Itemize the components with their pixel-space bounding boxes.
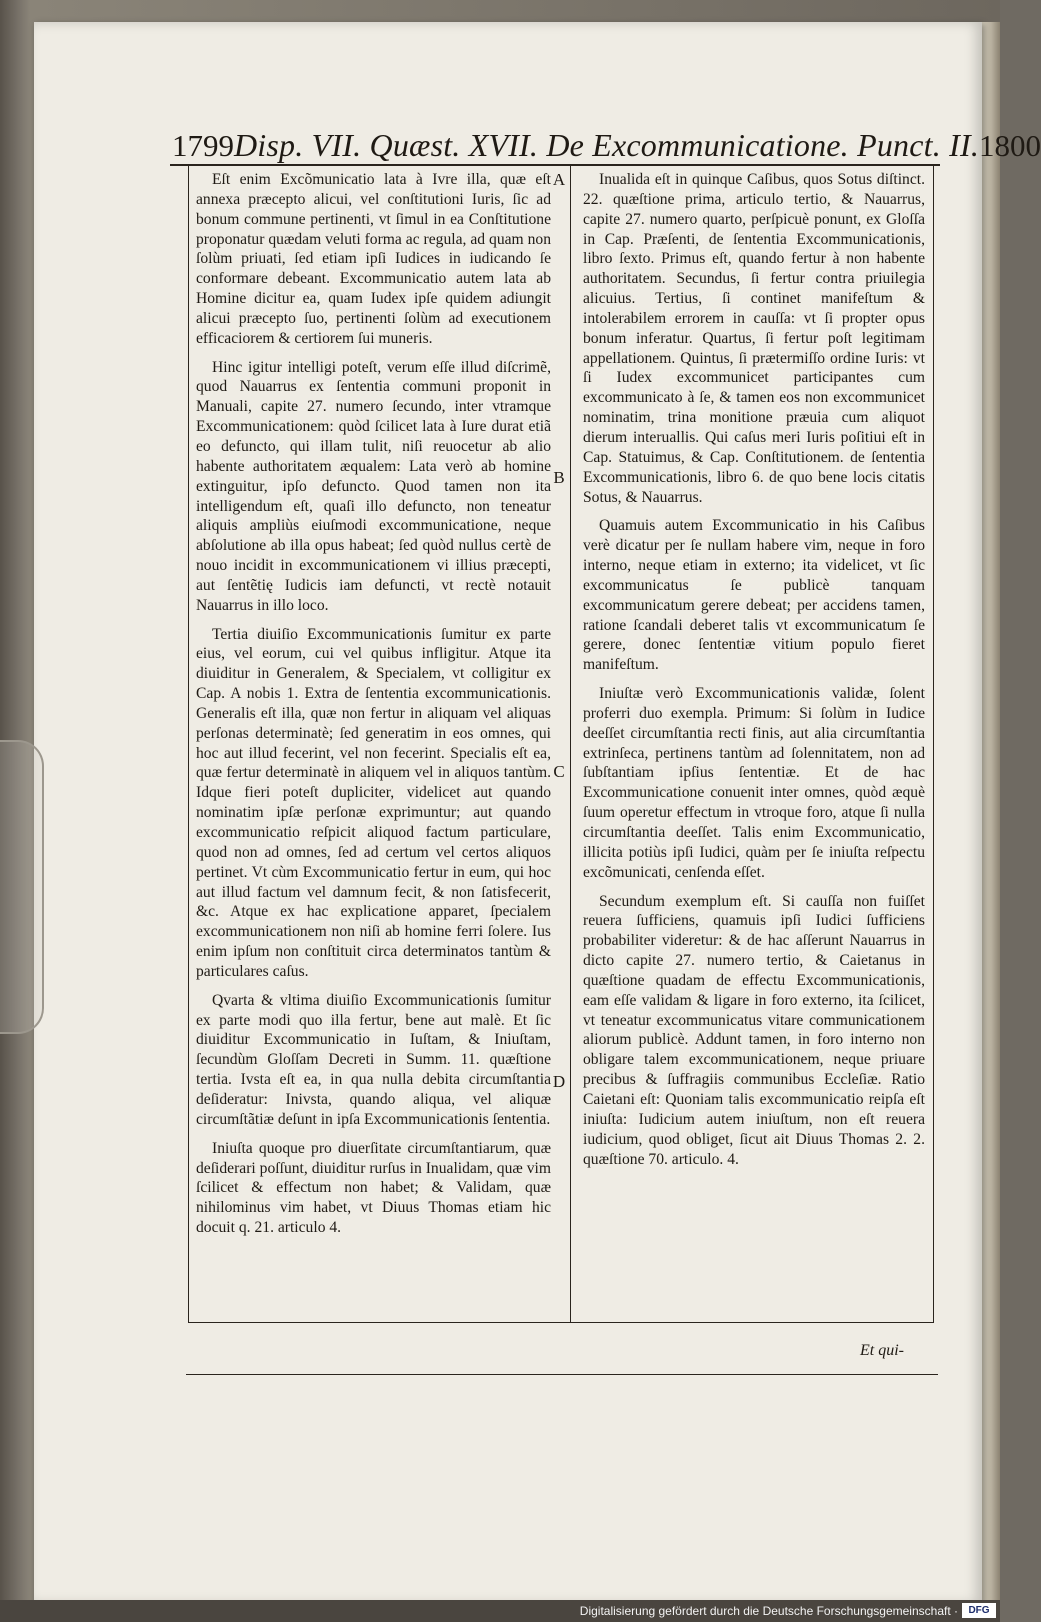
margin-letter-a: A [552,170,566,189]
left-column [196,170,551,1247]
footer-rule [186,1374,938,1375]
right-page-number: 1800 [979,128,1041,163]
margin-letter-b: B [553,468,565,487]
bottom-rule [188,1322,934,1323]
banner-text: Digitalisierung gefördert durch die Deutsche Forschungsgemeinschaft · [579,1604,958,1618]
paragraph: Secundum exemplum eſt. Si cauſſa non fuiſſet reuera ſufficiens, quamuis ipſi Iudici ſufficiens probabiliter videretur: & de hac aſſerunt Nauarrus in dicto capite 27. numero tertio, & Caietanus in quæſtione quadam de effectu Excommunicationis, eam eſſe validam & ligare in foro externo, ita ſcilicet, vt teneatur excommunicatus vitare communicationem aliorum publicè. Addunt tamen, in foro interno non obligare talem excommunicationem, neque priuare precibus & ſuffragiis communibus Eccleſiæ. Ratio Caietani eſt: Quoniam talis excommunicatio reipſa eſt iniuſta: Iudicium autem iniuſtum, non eſt reuera iudicium, quod obliget, ſicut ait Diuus Thomas 2. 2. quæſtione 70. articulo. 4. [583,892,925,1168]
paragraph: Hinc igitur intelligi poteſt, verum eſſe illud diſcrimẽ, quod Nauarrus ex ſententia communi proponit in Manuali, capite 27. numero ſecundo, inter vtramque Excommunicationem: quòd ſcilicet lata à Iure durat etiã eo defuncto, qui illam tulit, niſi reuocetur ab alio habente authoritatem æqualem: Lata verò ab homine extinguitur, ipſo defuncto. Quod tamen non ita intelligendum eſt, quaſi illo defuncto, non teneatur aliquis ampliùs eiuſmodi excommunicatione, neque abſolutione ab illa opus habeat; ſed quòd nullus certè de nouo incidit in excommunicationem vi illius præcepti, aut ſentẽtię Iudicis iam defuncti, vt rectè notauit Nauarrus in illo loco. [196,358,551,614]
catchword: Et qui- [860,1342,904,1359]
paragraph: Quamuis autem Excommunicatio in his Caſibus verè dicatur per ſe nullam habere vim, neque in foro interno, neque etiam in externo; ita videlicet, vt ſic excommunicatus ſe publicè tanquam excommunicatum gerere debeat; per accidens tamen, ratione ſcandali deberet talis vt excommunicatum ſe gerere, donec ſententiæ vitium populo fieret manifeſtum. [583,517,925,674]
header-rule [170,164,940,166]
running-title: Disp. VII. Quæst. XVII. De Excommunicatione. Punct. II. [234,127,980,163]
digitization-banner [0,1600,1000,1622]
margin-letter-d: D [552,1072,566,1091]
running-header [172,116,1041,164]
paragraph: Tertia diuiſio Excommunicationis ſumitur ex parte eius, vel eorum, cui vel quibus infligitur. Atque ita diuiditur in Generalem, & Specialem, vt colligitur ex Cap. A nobis 1. Extra de ſententia excommunicationis. Generalis eſt illa, quæ non fertur in aliquam vel aliquas perſonas determinatè; ſed generatim in eos omnes, qui hoc aut illud fecerint, vel non fecerint. Specialis eſt ea, quæ fertur determinatè in aliquem vel in aliquos tantùm. Idque fieri poteſt dupliciter, videlicet aut quando nominatim ipſæ perſonæ exprimuntur; aut quando excommunicatio reſpicit aliquod factum particulare, quod non ad omnes, ſed ad certum vel certos aliquos pertinet. Vt cùm Excommunicatio fertur in eum, qui hoc aut illud factum vel damnum fecit, & non ſatisfecerit, &c. Atque ex hac explicatione apparet, ſpecialem excommunicationem non niſi ab homine ferri ſolere. Ius enim ipſum non conſtituit circa determinatos tantùm & particulares caſus. [196,625,551,980]
dfg-logo: DFG [962,1603,996,1618]
paragraph: Inualida eſt in quinque Caſibus, quos Sotus diſtinct. 22. quæſtione prima, articulo tertio, & Nauarrus, capite 27. numero quarto, perſpicuè ponunt, ex Gloſſa in Cap. Præſenti, de ſententia Excommunicationis, libro ſexto. Primus eſt, quando fertur à non habente authoritatem. Secundus, ſi fertur contra priuilegia alicuius. Tertius, ſi continet manifeſtum & intolerabilem errorem in cauſſa: vt ſi propter opus bonum inferatur. Quartus, ſi fertur poſt legitimam appellationem. Quintus, ſi prætermiſſo ordine Iuris: vt ſi Iudex excommunicet participantes cum excommunicato à ſe, & tamen eos non excommunicet nominatim, trina monitione præuia cum aliquot dierum interuallis. Qui caſus meri Iuris poſitiui eſt in Cap. Statuimus, & Cap. Conſtitutionem. de ſententia Excommunicationis, libro 6. de quo bene locis citatis Sotus, & Nauarrus. [583,171,925,506]
margin-letter-c: C [553,762,565,781]
right-column [583,170,925,1178]
page-clip [0,740,44,1034]
column-divider [570,166,571,1322]
left-page-number: 1799 [172,128,234,163]
frame-left-rule [188,166,189,1322]
frame-right-rule [933,166,934,1322]
paragraph: Qvarta & vltima diuiſio Excommunicationis ſumitur ex parte modi quo illa fertur, bene aut malè. Et ſic diuiditur Excommunicatio in Iuſtam, & Iniuſtam, ſecundùm Gloſſam Decreti in Summ. 11. quæſtione tertia. Ivsta eſt ea, in qua nulla debita circumſtantia deſideratur: Inivsta, quando aliqua, vel aliquæ circumſtãtiæ deſunt in ipſa Excommunicationis ſententia. [196,991,551,1128]
paragraph: Iniuſtæ verò Excommunicationis validæ, ſolent proferri duo exempla. Primum: Si ſolùm in Iudice deeſſet circumſtantia recti finis, aut alia circumſtantia extrinſeca, pertinens tantùm ad ſolennitatem, non ad ſubſtantiam ipſius ſententiæ. Et de hac Excommunicatione conuenit inter omnes, quòd æquè ſuum operetur effectum in vtroque foro, atque ſi nulla circumſtantia deeſſet. Talis enim Excommunicatio, illicita potiùs ipſi Iudici, quàm per ſe iniuſta reſpectu excõmunicati, cenſenda eſſet. [583,685,925,881]
paragraph: Iniuſta quoque pro diuerſitate circumſtantiarum, quæ deſiderari poſſunt, diuiditur rurſus in Inualidam, quæ vim ſcilicet & effectum non habet; & Validam, quæ nihilominus vim habet, vt Diuus Thomas etiam hic docuit q. 21. articulo 4. [196,1139,551,1237]
paragraph: Eſt enim Excõmunicatio lata à Ivre illa, quæ eſt annexa præcepto alicui, vel conſtitutioni Iuris, ſic ad bonum commune pertinenti, vt ſimul in ea Conſtitutione proponatur quædam veluti forma ac regula, ad quam non ſolùm priuati, ſed etiam ipſi Iudices in iudicando ſe conformare debeant. Excommunicatio autem lata ab Homine dicitur ea, quam Iudex ipſe quidem adiungit alicui præcepto ſuo, pertinenti ſolùm ad executionem efficaciorem & certiorem ſui muneris. [196,171,551,347]
